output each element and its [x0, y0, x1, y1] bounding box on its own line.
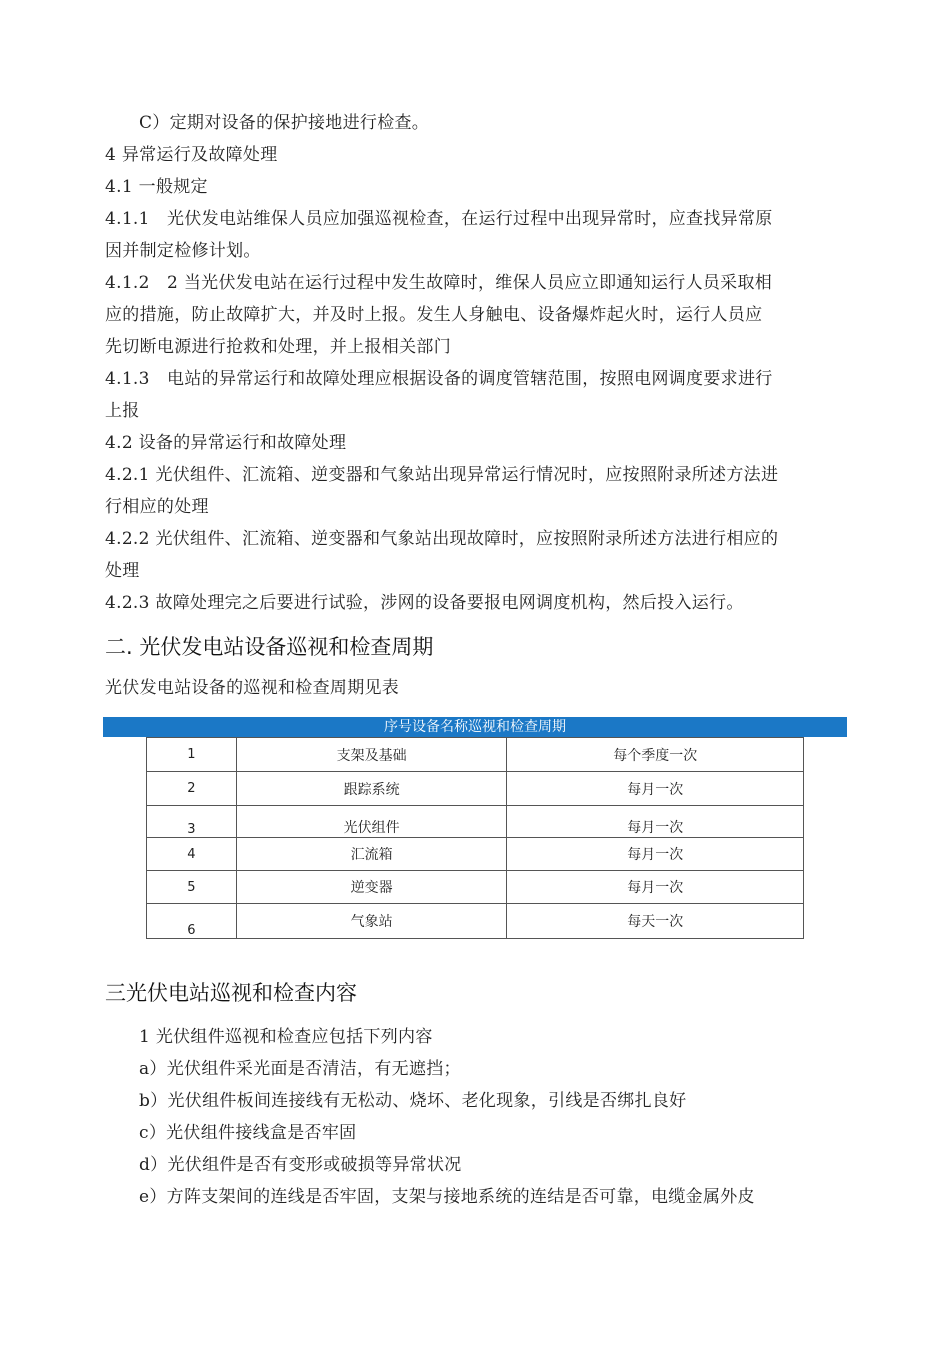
paragraph-line: 因并制定检修计划。	[105, 241, 261, 261]
paragraph-line: 先切断电源进行抢救和处理，并上报相关部门	[105, 337, 451, 357]
paragraph-line: 4.1.1 光伏发电站维保人员应加强巡视检查，在运行过程中出现异常时，应查找异常原	[105, 209, 773, 229]
paragraph-line: 4.2.1 光伏组件、汇流箱、逆变器和气象站出现异常运行情况时，应按照附录所述方法进	[105, 465, 779, 485]
row-number: 4	[147, 838, 237, 871]
inspection-cycle: 每天一次	[507, 904, 804, 939]
table-intro: 光伏发电站设备的巡视和检查周期见表	[105, 678, 400, 698]
row-number: 3	[147, 806, 237, 838]
paragraph-line: 应的措施，防止故障扩大，并及时上报。发生人身触电、设备爆炸起火时，运行人员应	[105, 305, 763, 325]
list-item: e）方阵支架间的连线是否牢固，支架与接地系统的连结是否可靠，电缆金属外皮	[139, 1187, 755, 1207]
table-row	[147, 871, 804, 904]
inspection-cycle: 每月一次	[507, 838, 804, 871]
equipment-name: 逆变器	[236, 871, 507, 904]
equipment-name: 支架及基础	[236, 738, 507, 772]
paragraph-line: 上报	[105, 401, 140, 421]
table-row	[147, 772, 804, 806]
inspection-cycle: 每个季度一次	[507, 738, 804, 772]
section-title: 4 异常运行及故障处理	[105, 145, 278, 165]
equipment-name: 汇流箱	[236, 838, 507, 871]
paragraph-line: 行相应的处理	[105, 497, 209, 517]
row-number: 5	[147, 871, 237, 904]
paragraph-line: 1 光伏组件巡视和检查应包括下列内容	[139, 1027, 433, 1047]
section-heading: 三光伏电站巡视和检查内容	[105, 981, 357, 1005]
inspection-cycle: 每月一次	[507, 772, 804, 806]
table-row	[147, 738, 804, 772]
table-row	[147, 806, 804, 838]
subsection-title: 4.1 一般规定	[105, 177, 208, 197]
list-item: a）光伏组件采光面是否清洁，有无遮挡；	[139, 1059, 461, 1079]
subsection-title: 4.2 设备的异常运行和故障处理	[105, 433, 347, 453]
table-row	[147, 838, 804, 871]
equipment-name: 光伏组件	[236, 806, 507, 838]
equipment-name: 气象站	[236, 904, 507, 939]
paragraph-line: C）定期对设备的保护接地进行检查。	[139, 113, 430, 133]
paragraph-line: 4.2.3 故障处理完之后要进行试验，涉网的设备要报电网调度机构，然后投入运行。	[105, 593, 744, 613]
inspection-cycle: 每月一次	[507, 806, 804, 838]
row-number: 2	[147, 772, 237, 806]
row-number: 6	[147, 904, 237, 939]
table-header-bar: 序号设备名称巡视和检查周期	[103, 717, 847, 737]
paragraph-line: 4.1.2 2 当光伏发电站在运行过程中发生故障时，维保人员应立即通知运行人员采取相	[105, 273, 773, 293]
row-number: 1	[147, 738, 237, 772]
paragraph-line: 4.2.2 光伏组件、汇流箱、逆变器和气象站出现故障时，应按照附录所述方法进行相应的	[105, 529, 779, 549]
paragraph-line: 处理	[105, 561, 140, 581]
list-item: c）光伏组件接线盒是否牢固	[139, 1123, 357, 1143]
inspection-cycle: 每月一次	[507, 871, 804, 904]
list-item: d）光伏组件是否有变形或破损等异常状况	[139, 1155, 462, 1175]
table-row	[147, 904, 804, 939]
section-heading: 二. 光伏发电站设备巡视和检查周期	[105, 635, 434, 659]
inspection-period-table	[146, 737, 804, 939]
equipment-name: 跟踪系统	[236, 772, 507, 806]
paragraph-line: 4.1.3 电站的异常运行和故障处理应根据设备的调度管辖范围，按照电网调度要求进行	[105, 369, 773, 389]
list-item: b）光伏组件板间连接线有无松动、烧坏、老化现象，引线是否绑扎良好	[139, 1091, 687, 1111]
